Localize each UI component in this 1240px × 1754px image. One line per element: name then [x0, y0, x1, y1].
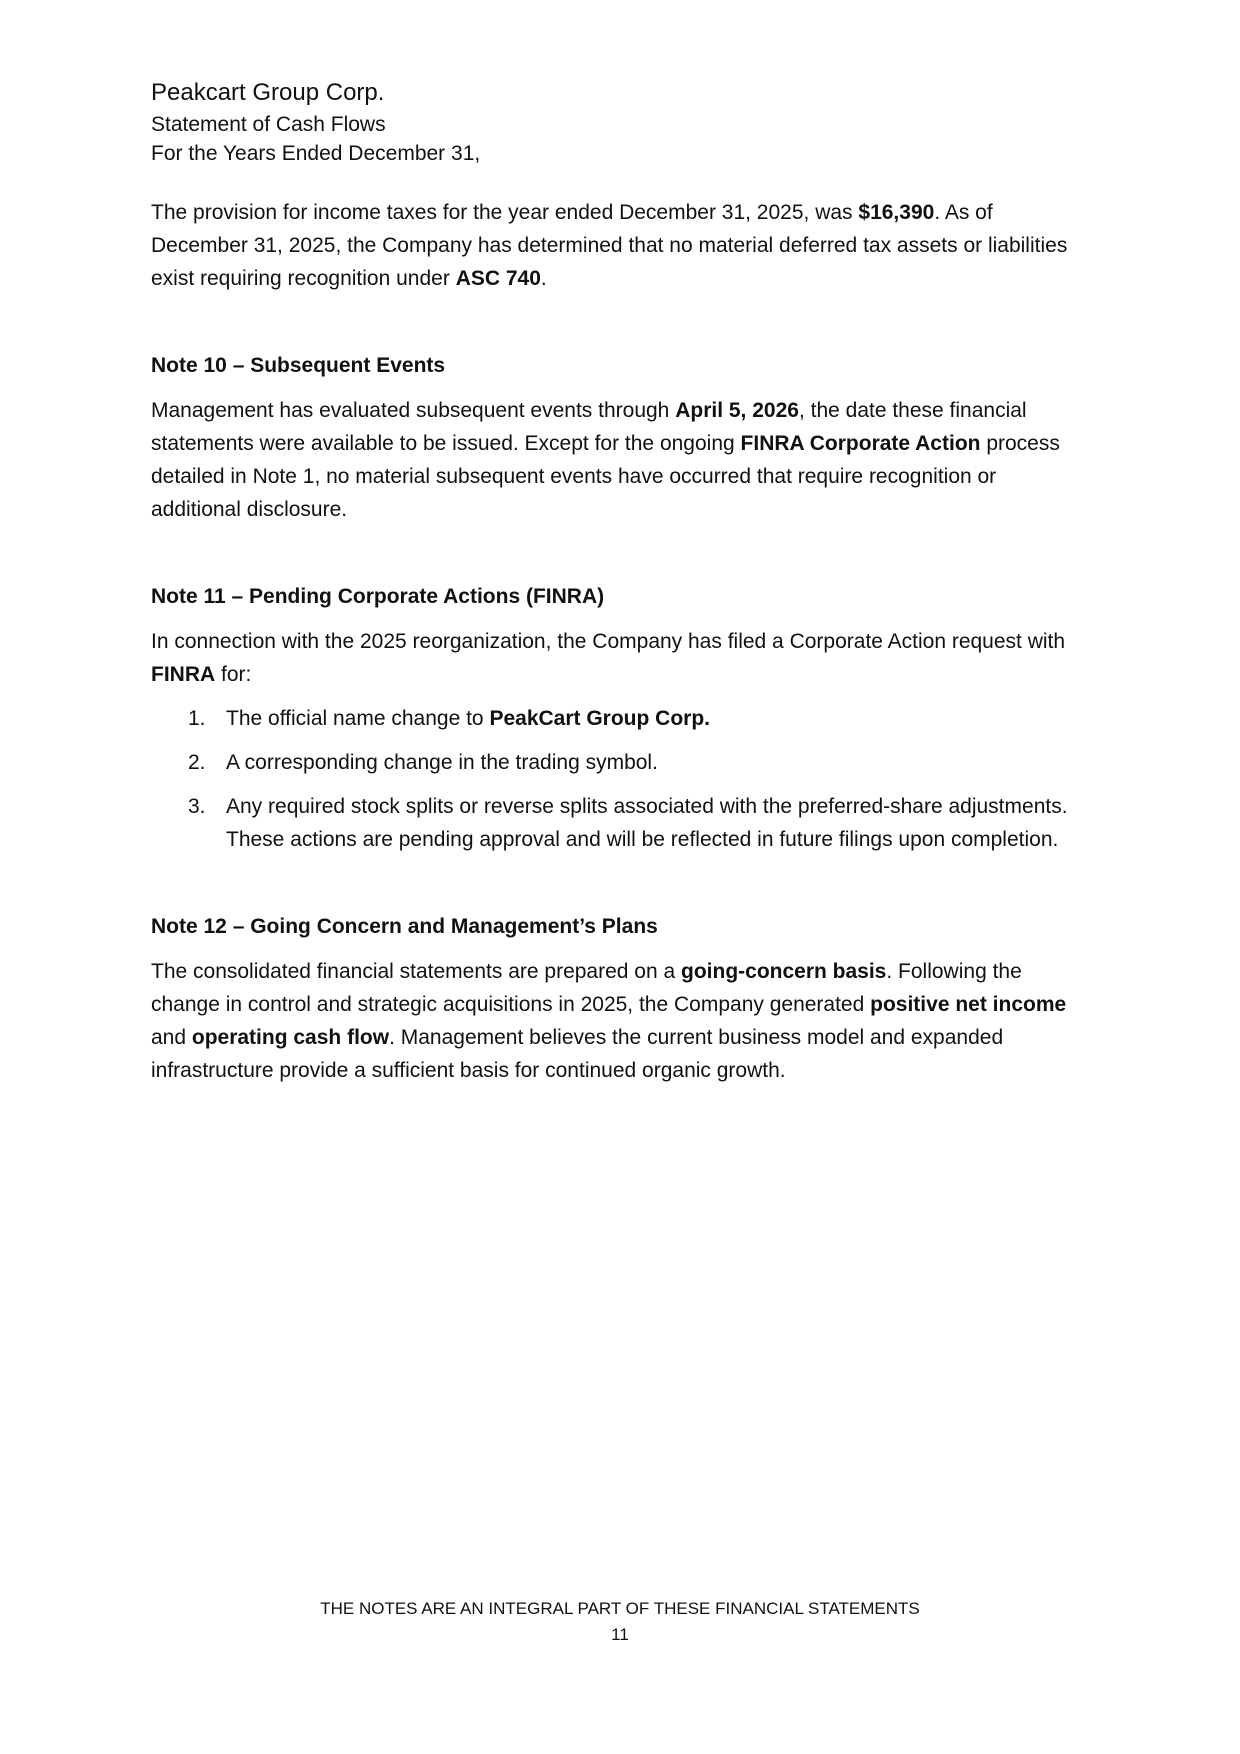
footer-notice: THE NOTES ARE AN INTEGRAL PART OF THESE FINANCIAL STATEMENTS — [320, 1599, 920, 1618]
list-item: 1. The official name change to PeakCart Group Corp. — [188, 707, 710, 730]
note-12-paragraph: The consolidated financial statements are prepared on a going-concern basis. Following the change in control and strategic acquisitions in 2025, the Company generated positive net income and operating cash flow. Management believes the current business model and expanded infrastructure provide a sufficient basis for continued organic growth. — [151, 960, 1067, 1082]
list-item: 2. A corresponding change in the trading symbol. — [188, 751, 658, 774]
note-11-paragraph: In connection with the 2025 reorganization, the Company has filed a Corporate Action request with FINRA for: — [151, 630, 1066, 686]
list-item: 3. Any required stock splits or reverse splits associated with the preferred-share adjustments. These actions are pending approval and will be reflected in future filings upon completion. — [188, 795, 1068, 851]
note-11-heading: Note 11 – Pending Corporate Actions (FINRA) — [151, 585, 605, 608]
note-10-paragraph: Management has evaluated subsequent events through April 5, 2026, the date these financial statements were available to be issued. Except for the ongoing FINRA Corporate Action process detailed in Note 1, no material subsequent events have occurred that require recognition or additional disclosure. — [151, 399, 1060, 521]
company-name: Peakcart Group Corp. — [151, 79, 385, 106]
note-10-heading: Note 10 – Subsequent Events — [151, 354, 446, 377]
page-number: 11 — [611, 1625, 629, 1644]
page-content — [151, 76, 1091, 1087]
statement-title: Statement of Cash Flows — [151, 113, 386, 136]
tax-provision-amount: $16,390 — [858, 201, 935, 224]
income-tax-paragraph: The provision for income taxes for the year ended December 31, 2025, was $16,390. As of December 31, 2025, the Company has determined that no material deferred tax assets or liabilities exist requiring recognition under ASC 740. — [151, 201, 1068, 290]
corporate-actions-list — [151, 702, 1091, 856]
note-12-heading: Note 12 – Going Concern and Management’s Plans — [151, 915, 658, 938]
asc-reference: ASC 740 — [455, 267, 541, 290]
statement-period: For the Years Ended December 31, — [151, 142, 481, 165]
page-footer — [0, 1596, 1240, 1648]
